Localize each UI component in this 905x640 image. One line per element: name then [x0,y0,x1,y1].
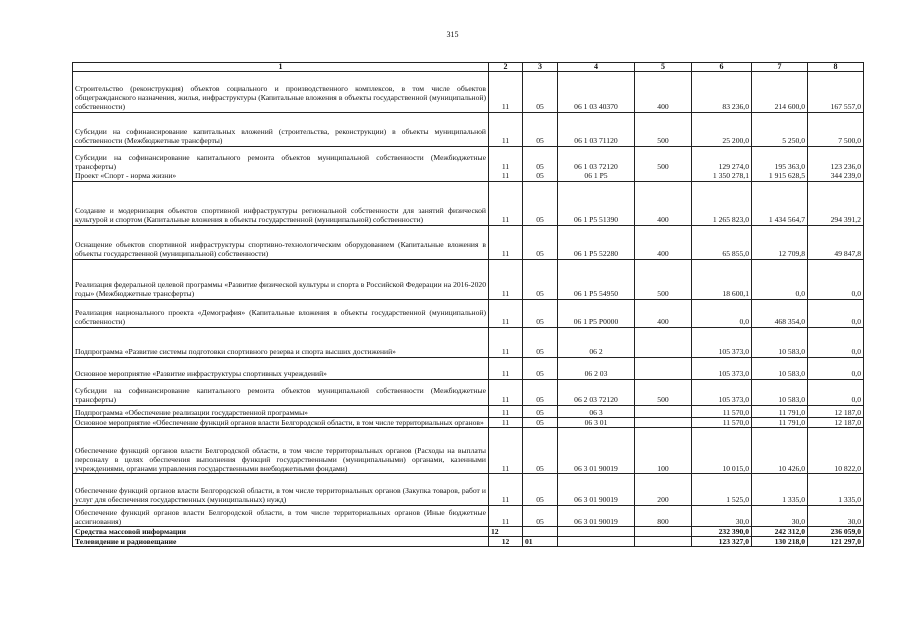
cell-line: 11 [501,171,510,180]
cell-expense-type: 500 [635,260,692,300]
cell-expense-type [635,418,692,428]
cell-amount-col8: 121 297,0 [808,537,864,547]
cell-amount-col7 [752,147,808,182]
cell-target-article: 06 2 [558,328,635,358]
cell-subsection: 05 [523,113,558,147]
cell-line: 05 [536,162,544,171]
page-number: 315 [446,30,459,39]
header-row [73,63,864,72]
cell-line: 129 274,0 [718,162,749,171]
row-name: Средства массовой информации [73,527,489,537]
header-cell: 8 [808,63,864,72]
cell-subsection: 05 [523,226,558,260]
cell-expense-type [635,537,692,547]
row-name: Субсидии на софинансирование капитального ремонта объектов муниципальной собственности (Межбюджетные трансферты) [73,380,489,406]
cell-target-article: 06 3 01 90019 [558,428,635,474]
cell-expense-type: 200 [635,474,692,506]
cell-amount-col6: 105 373,0 [692,328,752,358]
cell-subsection: 05 [523,418,558,428]
cell-target-article: 06 2 03 [558,358,635,380]
cell-line: 06 1 P5 [584,171,608,180]
cell-amount-col6: 1 525,0 [692,474,752,506]
table-row [73,380,864,406]
row-name: Создание и модернизация объектов спортивной инфраструктуры региональной собственности для занятий физической культурой и спортом (Капитальные вложения в объекты государственной (муниципальной) собственности) [73,182,489,226]
cell-amount-col7: 10 426,0 [752,428,808,474]
cell-amount-col8: 0,0 [808,358,864,380]
cell-amount-col8: 236 059,0 [808,527,864,537]
cell-section: 12 [489,527,523,537]
cell-subsection [523,147,558,182]
row-name: Телевидение и радиовещание [73,537,489,547]
cell-target-article [558,527,635,537]
cell-section [489,147,523,182]
table-row [73,72,864,113]
row-name: Обеспечение функций органов власти Белгородской области, в том числе территориальных органов (Иные бюджетные ассигнования) [73,506,489,527]
cell-amount-col7: 1 434 564,7 [752,182,808,226]
cell-line [637,171,689,180]
cell-amount-col6: 1 265 823,0 [692,182,752,226]
table-row [73,358,864,380]
cell-amount-col8: 1 335,0 [808,474,864,506]
cell-amount-col8: 294 391,2 [808,182,864,226]
budget-table [72,62,864,547]
cell-amount-col7: 1 335,0 [752,474,808,506]
cell-amount-col6 [692,147,752,182]
cell-subsection: 05 [523,406,558,418]
cell-amount-col8 [808,147,864,182]
cell-section: 11 [489,300,523,328]
cell-amount-col6: 11 570,0 [692,418,752,428]
header-cell: 5 [635,63,692,72]
cell-amount-col7: 10 583,0 [752,358,808,380]
cell-section: 11 [489,328,523,358]
row-name-line: Проект «Спорт - норма жизни» [75,171,177,180]
row-name: Субсидии на софинансирование капитальных вложений (строительства, реконструкции) в объекты муниципальной собственности (Межбюджетные трансферты) [73,113,489,147]
cell-expense-type [635,527,692,537]
cell-section: 11 [489,474,523,506]
row-name: Строительство (реконструкция) объектов социального и производственного комплексов, в том числе объектов общегражданского назначения, жилья, инфраструктуры (Капитальные вложения в объекты государственной (муниципальной) собственности) [73,72,489,113]
cell-expense-type [635,406,692,418]
table-row [73,428,864,474]
cell-subsection: 05 [523,428,558,474]
table-row [73,506,864,527]
cell-expense-type: 500 [635,113,692,147]
cell-amount-col7: 10 583,0 [752,328,808,358]
row-name: Подпрограмма «Обеспечение реализации государственной программы» [73,406,489,418]
cell-target-article: 06 3 01 [558,418,635,428]
cell-subsection: 05 [523,380,558,406]
row-name: Подпрограмма «Развитие системы подготовки спортивного резерва и спорта высших достижений» [73,328,489,358]
table-row [73,537,864,547]
cell-section: 11 [489,113,523,147]
cell-amount-col6: 30,0 [692,506,752,527]
cell-amount-col7: 12 709,8 [752,226,808,260]
cell-line: 1 350 278,1 [712,171,749,180]
cell-target-article: 06 1 03 71120 [558,113,635,147]
table-row [73,300,864,328]
cell-amount-col6: 25 200,0 [692,113,752,147]
cell-amount-col7: 468 354,0 [752,300,808,328]
cell-amount-col8: 12 187,0 [808,418,864,428]
cell-amount-col6: 105 373,0 [692,380,752,406]
cell-amount-col8: 12 187,0 [808,406,864,418]
cell-expense-type [635,147,692,182]
cell-amount-col7: 0,0 [752,260,808,300]
cell-amount-col8: 10 822,0 [808,428,864,474]
cell-line: 06 1 03 72120 [574,162,618,171]
cell-amount-col7: 242 312,0 [752,527,808,537]
cell-subsection: 05 [523,474,558,506]
header-cell: 1 [73,63,489,72]
row-name-line: Субсидии на софинансирование капитального ремонта объектов муниципальной собственности (Межбюджетные трансферты) [75,153,486,171]
cell-amount-col6: 123 327,0 [692,537,752,547]
cell-subsection: 05 [523,72,558,113]
cell-subsection: 05 [523,260,558,300]
cell-amount-col7: 10 583,0 [752,380,808,406]
cell-subsection: 05 [523,182,558,226]
cell-target-article: 06 3 01 90019 [558,474,635,506]
cell-expense-type: 400 [635,300,692,328]
table-row [73,147,864,182]
cell-target-article: 06 1 P5 52280 [558,226,635,260]
cell-section: 11 [489,428,523,474]
cell-target-article [558,147,635,182]
cell-amount-col8: 7 500,0 [808,113,864,147]
row-name: Оснащение объектов спортивной инфраструктуры спортивно-технологическим оборудованием (Капитальные вложения в объекты государственной (муниципальной) собственности) [73,226,489,260]
cell-expense-type [635,328,692,358]
cell-target-article [558,537,635,547]
table-row [73,226,864,260]
cell-section: 11 [489,182,523,226]
cell-amount-col7: 11 791,0 [752,406,808,418]
row-name: Реализация федеральной целевой программы «Развитие физической культуры и спорта в Российской Федерации на 2016-2020 годы» (Межбюджетные трансферты) [73,260,489,300]
cell-subsection [523,527,558,537]
cell-target-article: 06 1 03 40370 [558,72,635,113]
cell-line: 123 236,0 [830,162,861,171]
cell-amount-col8: 30,0 [808,506,864,527]
cell-amount-col6: 18 600,1 [692,260,752,300]
cell-amount-col6: 232 390,0 [692,527,752,537]
cell-subsection: 05 [523,506,558,527]
cell-section: 11 [489,358,523,380]
cell-amount-col8: 167 557,0 [808,72,864,113]
cell-expense-type [635,358,692,380]
cell-expense-type: 100 [635,428,692,474]
cell-expense-type: 400 [635,226,692,260]
cell-target-article: 06 1 P5 51390 [558,182,635,226]
cell-line: 1 915 628,5 [768,171,805,180]
header-cell: 4 [558,63,635,72]
cell-amount-col7: 11 791,0 [752,418,808,428]
table-row [73,260,864,300]
table-row [73,328,864,358]
table-row [73,527,864,537]
cell-subsection: 05 [523,300,558,328]
row-name [73,147,489,182]
row-name: Обеспечение функций органов власти Белгородской области, в том числе территориальных органов (Закупка товаров, работ и услуг для обеспечения государственных (муниципальных) нужд) [73,474,489,506]
cell-target-article: 06 3 [558,406,635,418]
cell-section: 11 [489,406,523,418]
cell-amount-col6: 105 373,0 [692,358,752,380]
cell-section: 12 [489,537,523,547]
cell-amount-col8: 0,0 [808,300,864,328]
header-cell: 3 [523,63,558,72]
cell-expense-type: 800 [635,506,692,527]
cell-target-article: 06 3 01 90019 [558,506,635,527]
cell-amount-col8: 49 847,8 [808,226,864,260]
table-row [73,418,864,428]
cell-subsection: 01 [523,537,558,547]
cell-amount-col8: 0,0 [808,380,864,406]
header-cell: 7 [752,63,808,72]
cell-target-article: 06 2 03 72120 [558,380,635,406]
row-name: Реализация национального проекта «Демография» (Капитальные вложения в объекты государственной (муниципальной) собственности) [73,300,489,328]
table-row [73,182,864,226]
cell-section: 11 [489,72,523,113]
cell-amount-col6: 10 015,0 [692,428,752,474]
cell-amount-col6: 65 855,0 [692,226,752,260]
cell-expense-type: 400 [635,72,692,113]
header-cell: 2 [489,63,523,72]
cell-subsection: 05 [523,358,558,380]
cell-amount-col8: 0,0 [808,328,864,358]
cell-subsection: 05 [523,328,558,358]
table-row [73,474,864,506]
cell-amount-col7: 214 600,0 [752,72,808,113]
cell-target-article: 06 1 P5 54950 [558,260,635,300]
cell-target-article: 06 1 P5 P0000 [558,300,635,328]
cell-amount-col7: 5 250,0 [752,113,808,147]
table-row [73,113,864,147]
cell-amount-col7: 30,0 [752,506,808,527]
cell-amount-col8: 0,0 [808,260,864,300]
table-row [73,406,864,418]
row-name: Основное мероприятие «Обеспечение функций органов власти Белгородской области, в том числе территориальных органов» [73,418,489,428]
cell-expense-type: 500 [635,380,692,406]
cell-amount-col6: 11 570,0 [692,406,752,418]
cell-line: 11 [501,162,510,171]
cell-section: 11 [489,380,523,406]
cell-section: 11 [489,260,523,300]
header-cell: 6 [692,63,752,72]
cell-line: 05 [536,171,544,180]
cell-line: 500 [657,162,669,171]
row-name: Основное мероприятие «Развитие инфраструктуры спортивных учреждений» [73,358,489,380]
cell-line: 344 239,0 [830,171,861,180]
cell-amount-col7: 130 218,0 [752,537,808,547]
cell-amount-col6: 83 236,0 [692,72,752,113]
cell-amount-col6: 0,0 [692,300,752,328]
cell-section: 11 [489,506,523,527]
cell-section: 11 [489,418,523,428]
cell-section: 11 [489,226,523,260]
cell-expense-type: 400 [635,182,692,226]
cell-line: 195 363,0 [774,162,805,171]
row-name: Обеспечение функций органов власти Белгородской области, в том числе территориальных органов (Расходы на выплаты персоналу в целях обеспечения выполнения функций государственными (муниципальными) органами, казенными учреждениями, органами управления государственными внебюджетными фондами) [73,428,489,474]
